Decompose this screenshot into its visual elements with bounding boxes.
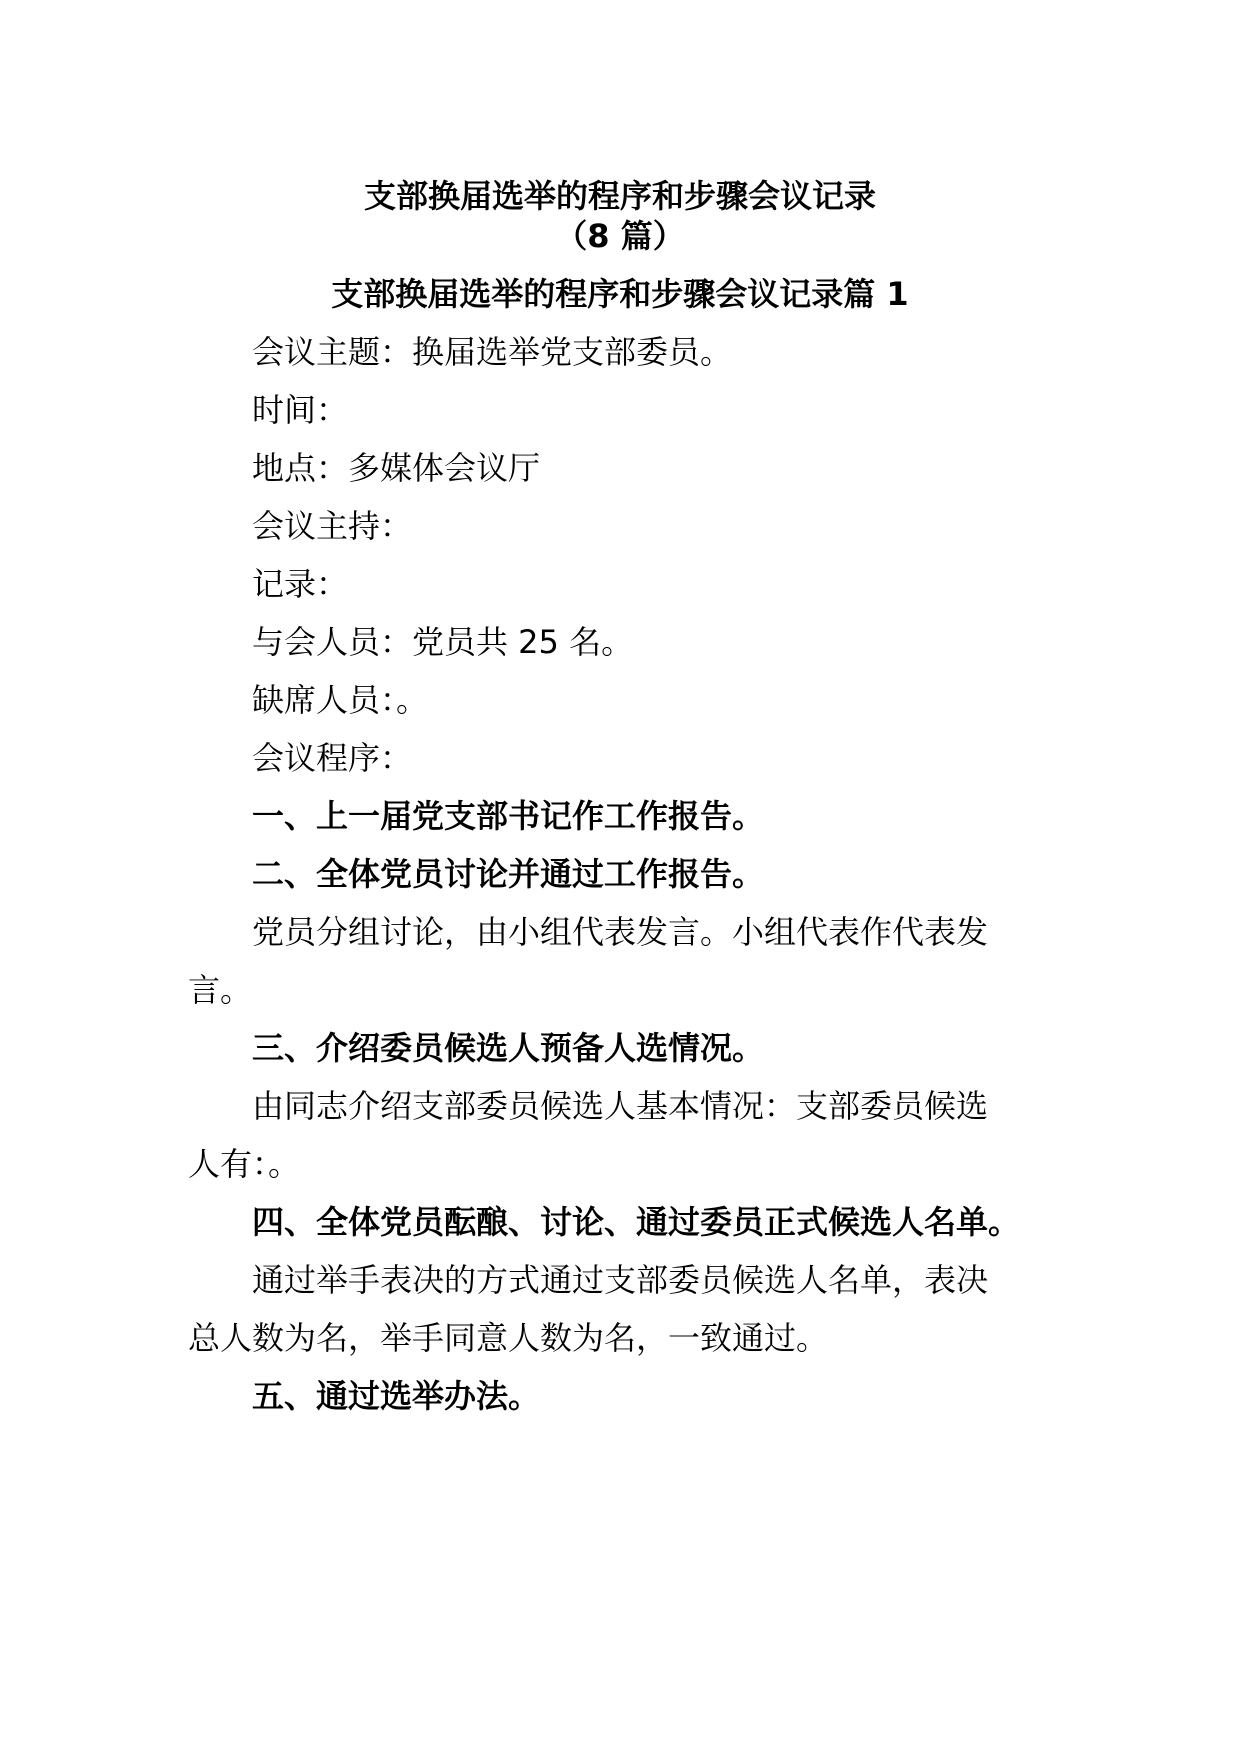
meeting-procedure: 会议程序： [252,739,413,777]
section-title: 支部换届选举的程序和步骤会议记录篇 1 [331,275,909,313]
agenda-item-1: 一、上一届党支部书记作工作报告。 [252,797,765,835]
agenda-item-3: 三、介绍委员候选人预备人选情况。 [252,1029,765,1067]
meeting-attendees: 与会人员：党员共 25 名。 [252,623,634,661]
agenda-item-3-paragraph-line2: 人有：。 [188,1145,301,1183]
meeting-time: 时间： [252,391,349,429]
agenda-item-2: 二、全体党员讨论并通过工作报告。 [252,855,765,893]
agenda-item-2-paragraph-line1: 党员分组讨论，由小组代表发言。小组代表作代表发 [252,913,989,951]
agenda-item-4: 四、全体党员酝酿、讨论、通过委员正式候选人名单。 [252,1203,1021,1241]
agenda-item-2-paragraph-line2: 言。 [188,971,253,1009]
meeting-absentees: 缺席人员：。 [252,681,429,719]
document-subtitle: （8 篇） [555,217,685,255]
agenda-item-5: 五、通过选举办法。 [252,1377,541,1415]
meeting-location: 地点：多媒体会议厅 [252,449,541,487]
agenda-item-4-paragraph-line1: 通过举手表决的方式通过支部委员候选人名单，表决 [252,1261,989,1299]
agenda-item-4-paragraph-line2: 总人数为名，举手同意人数为名，一致通过。 [188,1319,829,1357]
agenda-item-3-paragraph-line1: 由同志介绍支部委员候选人基本情况：支部委员候选 [252,1087,989,1125]
meeting-host: 会议主持： [252,507,413,545]
meeting-topic: 会议主题：换届选举党支部委员。 [252,333,733,371]
document-title: 支部换届选举的程序和步骤会议记录 [363,177,876,215]
meeting-recorder: 记录： [252,565,349,603]
